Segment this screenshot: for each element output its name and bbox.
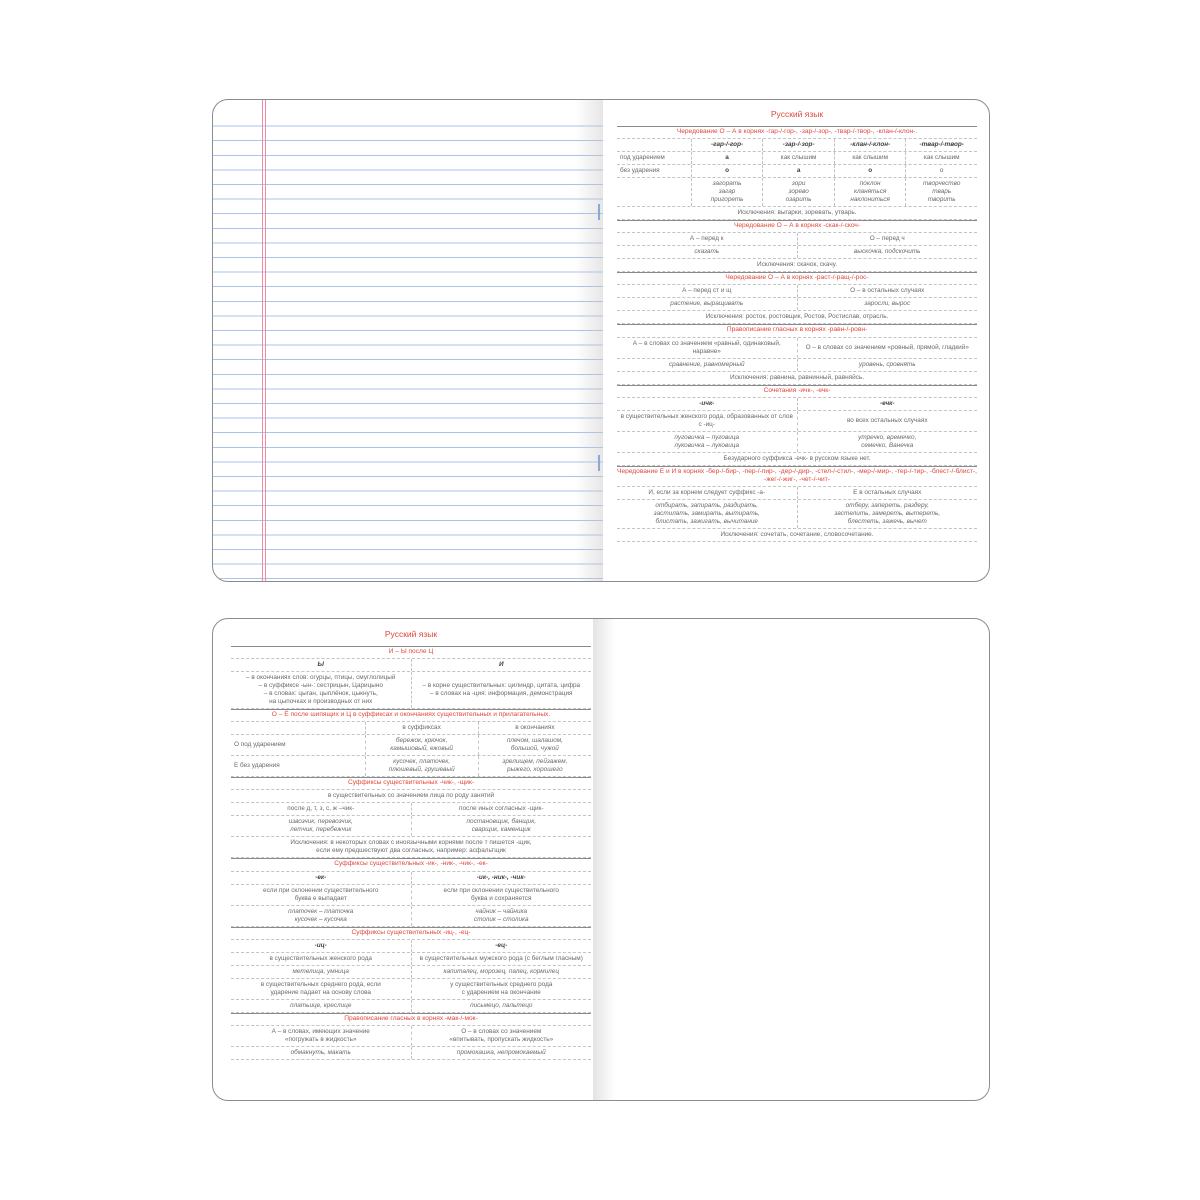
rule-cell: в существительных мужского рода (с беглым гласным)	[411, 953, 592, 965]
table-cell: как слышим	[834, 152, 906, 164]
rule-cell: во всех остальных случаях	[797, 411, 978, 431]
row-label: Е без ударения	[234, 762, 280, 770]
example-cell: постановщик, банщик, сварщик, каменщик	[411, 816, 592, 836]
example-cell: метелица, умница	[292, 967, 349, 975]
page-fold-shadow	[575, 100, 603, 581]
exceptions-note: Исключения: в некоторых словах с иноязычными корнями после т пишется -щик, если ему предшествуют два согласных, например: асфальтщик	[231, 837, 591, 858]
rule-cell: О – в словах со значением «ровный, прямой, гладкий»	[797, 338, 978, 358]
exceptions-note: Исключения: равнина, равнинный, равняйсь.	[617, 372, 977, 385]
spine-mark	[598, 204, 600, 220]
table-o-yo	[231, 722, 591, 777]
example-cell: уровень, сровнять	[797, 359, 978, 371]
rule-cell: О – перед ч	[797, 233, 978, 245]
table-header: в окончаниях	[478, 722, 591, 734]
margin-line-second	[265, 100, 266, 581]
rule-cell: О – в словах со значением «впитывать, пропускать жидкость»	[411, 1026, 592, 1046]
example-cell: бережок, крючок, камышовый, ежовый	[365, 735, 478, 755]
rule-cell: в существительных женского рода, образованных от слов с -иц-	[620, 412, 793, 428]
table-header: -клан-/-клон-	[834, 139, 906, 151]
rule-cell: Е в остальных случаях	[797, 487, 978, 499]
example-cell: заросли, вырос	[797, 298, 978, 310]
table-header: -ик-, -ник-, -чик-	[411, 872, 592, 884]
example-cell: обмакнуть, макать	[290, 1049, 351, 1057]
section-title: Суффиксы существительных -иц-, -ец-	[231, 927, 591, 940]
example-cell: кусочек, платочек, плюшевый, грушевый	[365, 756, 478, 776]
row-label: О под ударением	[234, 741, 286, 749]
table-header: -ечк-	[797, 398, 978, 410]
table-header: -иц-	[314, 941, 327, 949]
table-header: -гар-/-гор-	[691, 139, 763, 151]
example-cell: плечом, шалашом, большой, чужой	[478, 735, 591, 755]
rule-cell: если при склонении существительного буква и сохраняется	[411, 885, 592, 905]
spine-mark	[598, 455, 600, 471]
page-title: Русский язык	[384, 629, 438, 639]
table-cell	[617, 139, 691, 151]
example-cell: утречко, времечко, семечко, Ванечка	[797, 432, 978, 452]
example-cell: сравнение, равномерный	[668, 360, 745, 368]
rule-cell: А – перед к	[689, 235, 724, 243]
rule-cell: если при склонении существительного буква е выпадает	[263, 886, 379, 902]
table-header: -ец-	[411, 940, 592, 952]
table-cell: как слышим	[905, 152, 977, 164]
table-cell: а	[691, 152, 763, 164]
rule-cell: А – в словах со значением «равный, одинаковый, наравне»	[632, 339, 781, 355]
example-cell: платьице, креслице	[290, 1001, 352, 1009]
section-title: Правописание гласных в корнях -мак-/-мок-	[231, 1013, 591, 1026]
exceptions-note: Исключения: скачок, скачу.	[617, 259, 977, 272]
example-cell: зрелищем, пейзажем, рыжего, хорошего	[478, 756, 591, 776]
reference-page-right	[617, 109, 977, 542]
table-cell	[231, 722, 365, 734]
example-cell: выскочка, подскочить	[797, 246, 978, 258]
example-cell: чайник – чайника столик – столика	[411, 906, 592, 926]
example-cell: извозчик, перевозчик, летчик, перебежчик	[288, 818, 353, 834]
table-header: -зар-/-зор-	[762, 139, 834, 151]
rule-cell: О – в остальных случаях	[797, 285, 978, 297]
notebook-spread-bottom	[212, 618, 990, 1101]
section-title: О – Ё после шипящих и Ц в суффиксах и окончаниях существительных и прилагательных.	[231, 709, 591, 722]
table-cell: о	[905, 165, 977, 177]
example-cell: капиталец, морозец, палец, кормилец	[411, 966, 592, 978]
rule-cell: после иных согласных -щик-	[411, 803, 592, 815]
table-header: Ы	[317, 660, 324, 668]
rule-cell: в существительных женского рода	[269, 954, 372, 962]
exceptions-note: Исключения: выгарки, зоревать, утварь.	[617, 207, 977, 220]
section-title: Чередование О – А в корнях -скак-/-скоч-	[617, 220, 977, 233]
table-header: -твар-/-твор-	[905, 139, 977, 151]
table-header: -ичк-	[699, 399, 715, 407]
row-label: под ударением	[620, 153, 665, 161]
example-cell: растение, выращивать	[670, 300, 744, 308]
example-cell: зори зорево озарить	[762, 178, 834, 206]
section-title: Правописание гласных в корнях -равн-/-ровн-	[617, 324, 977, 337]
section-title: Суффиксы существительных -ик-, -ник-, -чик-, -ек-	[231, 858, 591, 871]
example-cell: платочек – платочка кусочек – кусочка	[288, 907, 354, 923]
table-cell	[617, 178, 691, 206]
example-cell: поклон кланяться наклониться	[834, 178, 906, 206]
example-cell: пуговичка – пуговица луковичка – луковица	[674, 433, 740, 449]
table-header: в суффиксах	[365, 722, 478, 734]
page-fold-shadow	[593, 619, 615, 1100]
table-header: -ек-	[315, 873, 327, 881]
example-cell: промокашка, непромокаемый	[411, 1047, 592, 1059]
example-cell: сказать	[694, 248, 720, 256]
rule-cell: А – в словах, имеющих значение «погружать в жидкость»	[271, 1028, 370, 1044]
rule-cell: А – перед ст и щ	[682, 287, 732, 295]
note: Безударного суффикса -ечк- в русском языке нет.	[617, 453, 977, 466]
section-title: Сочетания -ичк-, -ечк-	[617, 385, 977, 398]
table-cell: о	[834, 165, 906, 177]
example-cell: загорать загар пригореть	[691, 178, 763, 206]
margin-line	[262, 100, 263, 581]
exceptions-note: Исключения: сочетать, сочетание, словосочетание.	[617, 529, 977, 542]
page-title: Русский язык	[770, 109, 824, 119]
rule-cell: после д, т, з, с, ж –чик-	[287, 805, 355, 813]
rule-cell: – в корне существительных: цилиндр, цитата, цифра – в словах на -ция: информация, демонстрация	[411, 672, 592, 708]
rule-cell: – в окончаниях слов: огурцы, птицы, смуглолицый – в суффиксе -ын-: сестрицын, Царицыно – в словах: цыган, цыплёнок, цыкнуть, на цыпочках и производных от них	[246, 673, 396, 705]
example-cell: отбирать, запирать, раздирать, застилать, замирать, вытирать, блистать, зажигать, вычитание	[653, 502, 760, 526]
table-cell: о	[691, 165, 763, 177]
row-label: без ударения	[620, 166, 660, 174]
rule-cell: у существительных среднего рода с ударением на окончание	[411, 979, 592, 999]
example-cell: отберу, запереть, раздеру, застелить, замереть, вытереть, блестеть, зажечь, вычет	[797, 500, 978, 528]
table-header: И	[411, 659, 592, 671]
table-gar-zar-klan-tvar	[617, 139, 977, 207]
lined-page	[213, 100, 603, 581]
section-title: Чередование О – А в корнях -раст-/-ращ-/-рос-	[617, 272, 977, 285]
rule-cell: И, если за корнем следует суффикс -а-	[648, 489, 766, 497]
rule-cell: в существительных среднего рода, если ударение падает на основу слова	[260, 980, 381, 996]
notebook-spread-top	[212, 99, 990, 582]
section-title: Чередование Е и И в корнях -бер-/-бир-, -пер-/-пир-, -дер-/-дир-, -стел-/-стил-, -мер-/-мир-, -тер-/-тир-, -блест-/-блист-, -жег-/-жиг-, -чет-/-чит-	[617, 466, 977, 487]
example-cell: творчество тварь творить	[905, 178, 977, 206]
section-title: Суффиксы существительных -чик-, -щик-	[231, 777, 591, 790]
exceptions-note: Исключения: росток, ростовщик, Ростов, Ростислав, отрасль.	[617, 311, 977, 324]
example-cell: письмецо, пальтецо	[411, 1000, 592, 1012]
table-cell: как слышим	[762, 152, 834, 164]
subtitle: в существительных со значением лица по роду занятий	[231, 790, 591, 803]
table-cell: а	[762, 165, 834, 177]
section-title: Чередование О – А в корнях -гар-/-гор-, -зар-/-зор-, -твар-/-твор-, -клан-/-клон-.	[617, 126, 977, 139]
section-title: И – Ы после Ц	[231, 646, 591, 659]
reference-page-left	[231, 629, 591, 1060]
